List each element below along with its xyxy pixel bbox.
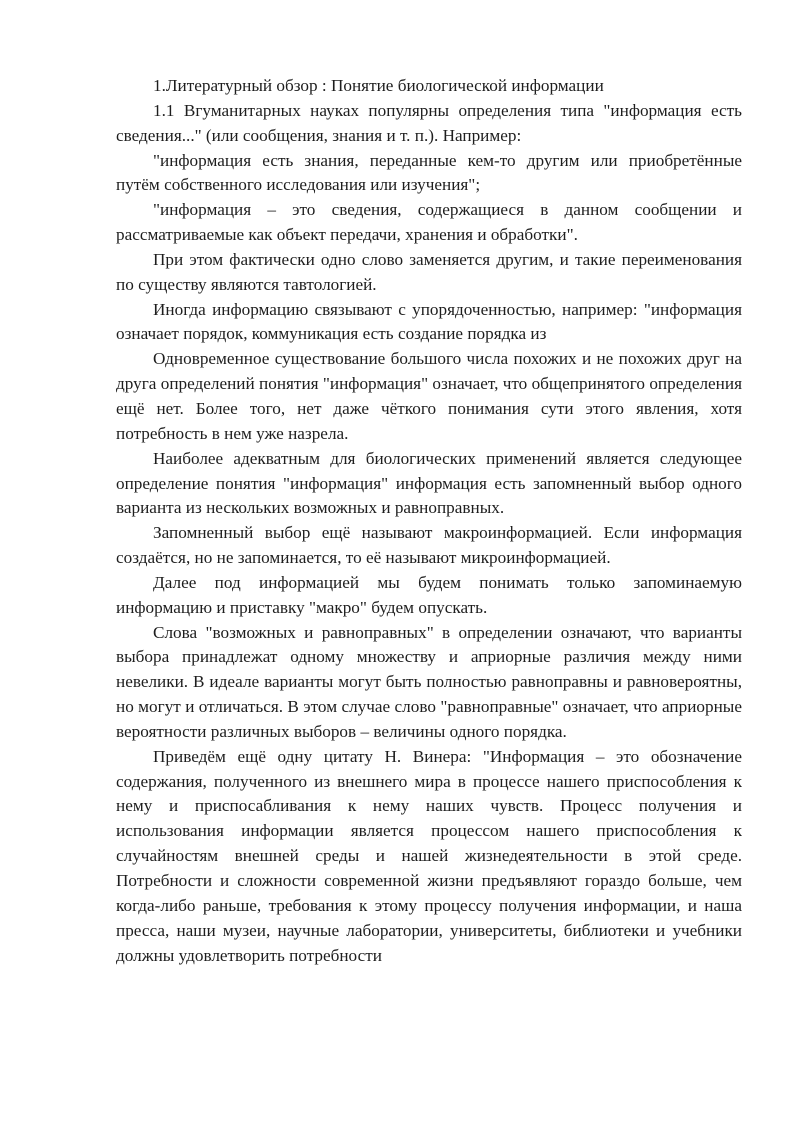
paragraph: 1.1 Вгуманитарных науках популярны определения типа "информация есть сведения..." (или сообщения, знания и т. п.). Например: bbox=[116, 100, 742, 145]
section-heading: 1.Литературный обзор : Понятие биологической информации bbox=[153, 76, 604, 95]
paragraph: "информация – это сведения, содержащиеся в данном сообщении и рассматриваемые как объект передачи, хранения и обработки". bbox=[116, 200, 742, 245]
paragraph: Иногда информацию связывают с упорядоченностью, например: "информация означает порядок, коммуникация есть создание порядка из bbox=[116, 299, 742, 344]
paragraph: Приведём ещё одну цитату Н. Винера: "Информация – это обозначение содержания, полученного из внешнего мира в процессе нашего приспособления к нему и приспосабливания к нему наших чувств. Процесс получения и использования информации является процессом нашего приспособления к случайностям внешней среды и нашей жизнедеятельности в этой среде. Потребности и сложности современной жизни предъявляют гораздо больше, чем когда-либо раньше, требования к этому процессу получения информации, и наша пресса, наши музеи, научные лаборатории, университеты, библиотеки и учебники должны удовлетворить потребности bbox=[116, 746, 742, 965]
paragraph: При этом фактически одно слово заменяется другим, и такие переименования по существу являются тавтологией. bbox=[116, 249, 742, 294]
paragraph: "информация есть знания, переданные кем-то другим или приобретённые путём собственного исследования или изучения"; bbox=[116, 150, 742, 195]
paragraph: Наиболее адекватным для биологических применений является следующее определение понятия "информация" информация есть запомненный выбор одного варианта из нескольких возможных и равноправных. bbox=[116, 448, 742, 518]
paragraph: Слова "возможных и равноправных" в определении означают, что варианты выбора принадлежат одному множеству и априорные различия между ними невелики. В идеале варианты могут быть полностью равноправны и равновероятны, но могут и отличаться. В этом случае слово "равноправные" означает, что априорные вероятности различных выборов – величины одного порядка. bbox=[116, 622, 742, 741]
paragraph: Далее под информацией мы будем понимать только запоминаемую информацию и приставку "макро" будем опускать. bbox=[116, 572, 742, 617]
paragraph: Одновременное существование большого числа похожих и не похожих друг на друга определений понятия "информация" означает, что общепринятого определения ещё нет. Более того, нет даже чёткого понимания сути этого явления, хотя потребность в нем уже назрела. bbox=[116, 349, 742, 443]
paragraph: Запомненный выбор ещё называют макроинформацией. Если информация создаётся, но не запоминается, то её называют микроинформацией. bbox=[116, 523, 742, 568]
document-body bbox=[116, 74, 742, 968]
